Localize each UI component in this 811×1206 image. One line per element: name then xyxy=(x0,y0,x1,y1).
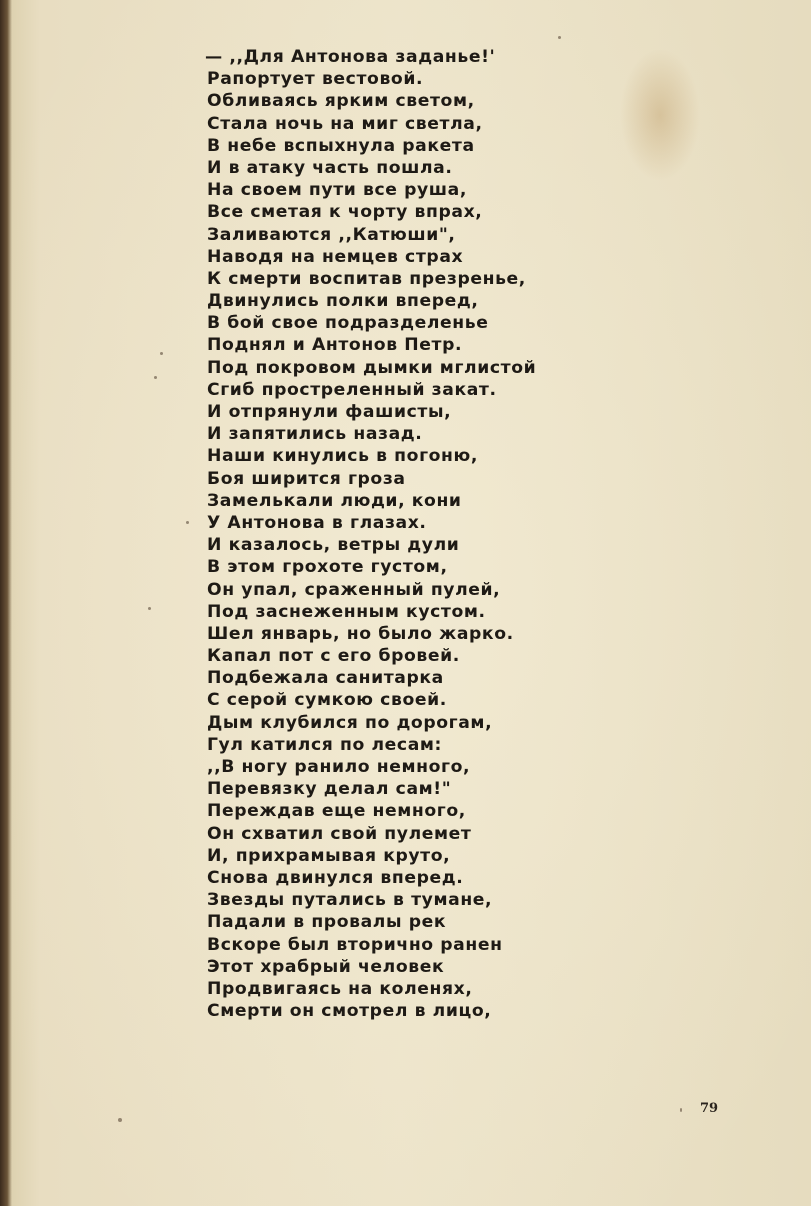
poem-line: В небе вспыхнула ракета xyxy=(207,135,475,156)
poem-line: Наши кинулись в погоню, xyxy=(207,446,478,467)
poem-line: И, прихрамывая круто, xyxy=(207,845,451,866)
poem-line: В этом грохоте густом, xyxy=(207,557,448,578)
poem-line: Под заснеженным кустом. xyxy=(207,601,486,622)
poem-line: Подбежала санитарка xyxy=(207,668,444,689)
poem-line: И отпрянули фашисты, xyxy=(207,402,452,422)
poem-line: — ,,Для Антонова заданье!' xyxy=(205,47,496,67)
poem-text xyxy=(207,46,587,1022)
poem-line: У Антонова в глазах. xyxy=(207,512,427,533)
paper-speck xyxy=(558,36,561,39)
poem-line: Он схватил свой пулемет xyxy=(207,823,472,844)
poem-line: Снова двинулся вперед. xyxy=(207,867,464,888)
poem-line: Он упал, сраженный пулей, xyxy=(207,579,501,600)
paper-speck xyxy=(160,352,163,355)
poem-line: Наводя на немцев страх xyxy=(207,246,464,267)
paper-speck xyxy=(154,376,157,379)
poem-line: И в атаку часть пошла. xyxy=(207,157,453,178)
poem-line: Этот храбрый человек xyxy=(207,956,445,977)
poem-line: Сгиб простреленный закат. xyxy=(207,379,497,400)
poem-line: Двинулись полки вперед, xyxy=(207,291,479,312)
poem-line: Звезды путались в тумане, xyxy=(207,890,493,911)
page-number: 79 xyxy=(700,1101,719,1116)
poem-line: Под покровом дымки мглистой xyxy=(207,357,537,378)
poem-line: И запятились назад. xyxy=(207,424,423,445)
poem-line: Переждав еще немного, xyxy=(207,801,466,822)
poem-line: Все сметая к чорту впрах, xyxy=(207,202,483,223)
paper-speck xyxy=(148,607,151,610)
poem-line: Гул катился по лесам: xyxy=(207,734,443,755)
paper-speck xyxy=(680,1108,682,1112)
poem-line: Перевязку делал сам!" xyxy=(207,779,452,800)
poem-line: Рапортует вестовой. xyxy=(207,69,424,90)
poem-line: Продвигаясь на коленях, xyxy=(207,978,473,999)
poem-line: ,,В ногу ранило немного, xyxy=(207,757,471,777)
poem-line: Стала ночь на миг светла, xyxy=(207,113,483,134)
poem-line: Смерти он смотрел в лицо, xyxy=(207,1001,492,1022)
poem-line: Падали в провалы рек xyxy=(207,912,447,933)
poem-line: К смерти воспитав презренье, xyxy=(207,268,526,289)
poem-line: В бой свое подразделенье xyxy=(207,313,489,334)
poem-line: Поднял и Антонов Петр. xyxy=(207,335,463,356)
poem-line: Замелькали люди, кони xyxy=(207,490,462,511)
poem-line: На своем пути все руша, xyxy=(207,180,467,201)
poem-line: Дым клубился по дорогам, xyxy=(207,712,493,733)
book-spine-edge xyxy=(0,0,12,1206)
poem-line: Заливаются ,,Катюши", xyxy=(207,224,456,245)
poem-line: С серой сумкою своей. xyxy=(207,690,447,711)
poem-line: Обливаясь ярким светом, xyxy=(207,91,475,112)
poem-line: И казалось, ветры дули xyxy=(207,535,460,556)
poem-line: Вскоре был вторично ранен xyxy=(207,934,503,955)
poem-line: Боя ширится гроза xyxy=(207,468,406,489)
poem-line: Капал пот с его бровей. xyxy=(207,646,460,667)
paper-speck xyxy=(118,1118,122,1122)
paper-speck xyxy=(186,521,189,524)
poem-line: Шел январь, но было жарко. xyxy=(207,623,514,644)
